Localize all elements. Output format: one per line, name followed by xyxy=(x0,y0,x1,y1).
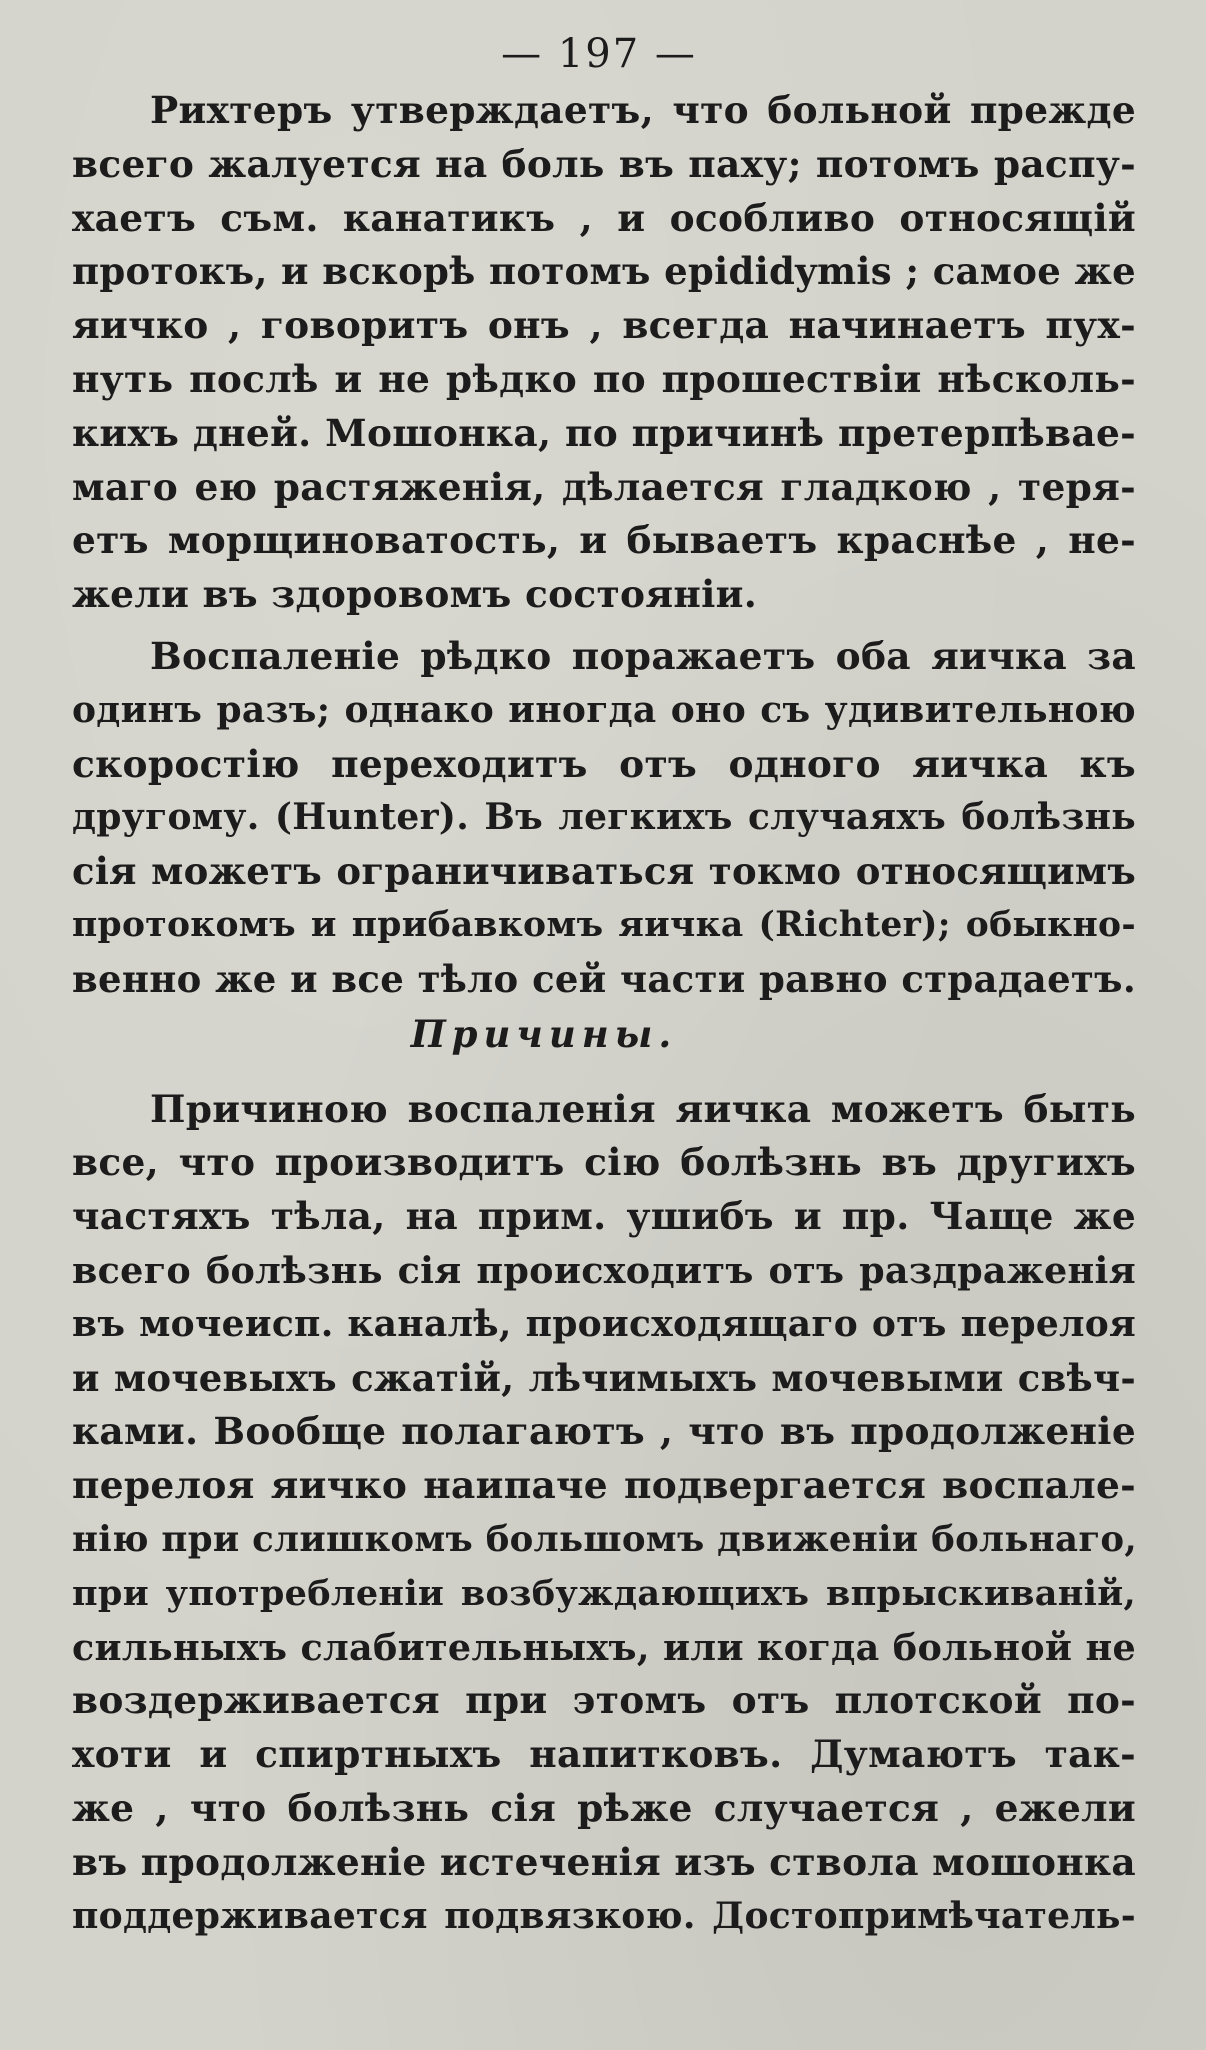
text-line: сія можетъ ограничиваться токмо относящимъ xyxy=(72,849,1136,894)
text-line: поддерживается подвязкою. Достопримѣчатель- xyxy=(72,1894,1136,1937)
text-line: сильныхъ слабительныхъ, или когда больной не xyxy=(72,1625,1136,1669)
text-line: и мочевыхъ сжатій, лѣчимыхъ мочевыми свѣч- xyxy=(72,1355,1136,1400)
text-line: въ продолженіе истеченія изъ ствола мошонка xyxy=(72,1839,1136,1884)
text-line: маго ею растяженія, дѣлается гладкою , теря- xyxy=(72,464,1136,509)
text-line: ками. Вообще полагаютъ , что въ продолженіе xyxy=(72,1409,1136,1454)
text-line: при употребленіи возбуждающихъ впрыскиваній, xyxy=(72,1572,1136,1614)
text-line: кихъ дней. Мошонка, по причинѣ претерпѣвае- xyxy=(72,410,1136,455)
section-heading-causes: Причины. xyxy=(410,1011,678,1056)
paragraph-causes xyxy=(72,1083,1136,1944)
text-line: перелоя яичко наипаче подвергается воспале- xyxy=(72,1463,1136,1508)
paragraph-richter-symptoms xyxy=(72,84,1136,622)
text-line: протокъ, и вскорѣ потомъ epididymis ; самое же xyxy=(72,249,1136,294)
text-line: частяхъ тѣла, на прим. ушибъ и пр. Чаще же xyxy=(72,1194,1136,1239)
text-line: етъ морщиноватость, и бываетъ краснѣе , не- xyxy=(72,518,1136,563)
text-line: все, что производитъ сію болѣзнь въ другихъ xyxy=(72,1140,1136,1185)
text-line: всего болѣзнь сія происходитъ отъ раздраженія xyxy=(72,1248,1136,1292)
text-line: Рихтеръ утверждаетъ, что больной прежде xyxy=(150,88,1136,132)
text-line: протокомъ и прибавкомъ яичка (Richter); обыкно- xyxy=(72,904,1136,945)
text-line: же , что болѣзнь сія рѣже случается , ежели xyxy=(72,1785,1136,1830)
paragraph-inflammation-spread xyxy=(72,630,1136,1007)
text-line: одинъ разъ; однако иногда оно съ удивительною xyxy=(72,688,1136,731)
text-line: всего жалуется на боль въ паху; потомъ распу- xyxy=(72,141,1136,186)
text-line: яичко , говоритъ онъ , всегда начинаетъ пух- xyxy=(72,303,1136,348)
page-number: — 197 — xyxy=(501,31,697,77)
text-line: другому. (Hunter). Въ легкихъ случаяхъ болѣзнь xyxy=(72,796,1136,839)
text-line: хаетъ съм. канатикъ , и особливо относящій xyxy=(72,195,1136,240)
text-line: Воспаленіе рѣдко поражаетъ оба яичка за xyxy=(150,633,1136,678)
text-line: хоти и спиртныхъ напитковъ. Думаютъ так- xyxy=(72,1732,1136,1777)
text-line: нуть послѣ и не рѣдко по прошествіи нѣсколь- xyxy=(72,356,1136,401)
text-line: въ мочеисп. каналѣ, происходящаго отъ перелоя xyxy=(72,1302,1136,1345)
paragraph-gap xyxy=(72,622,1136,630)
text-line: венно же и все тѣло сей части равно страдаетъ. xyxy=(72,956,1136,1001)
text-line: скоростію переходитъ отъ одного яичка къ xyxy=(72,741,1136,786)
text-line: нію при слишкомъ большомъ движеніи больнаго, xyxy=(72,1518,1138,1560)
text-line: воздерживается при этомъ отъ плотской по- xyxy=(72,1678,1136,1723)
heading-gap xyxy=(72,1061,1136,1083)
text-line: Причиною воспаленія яичка можетъ быть xyxy=(150,1086,1136,1131)
text-line: жели въ здоровомъ состояніи. xyxy=(72,572,758,617)
